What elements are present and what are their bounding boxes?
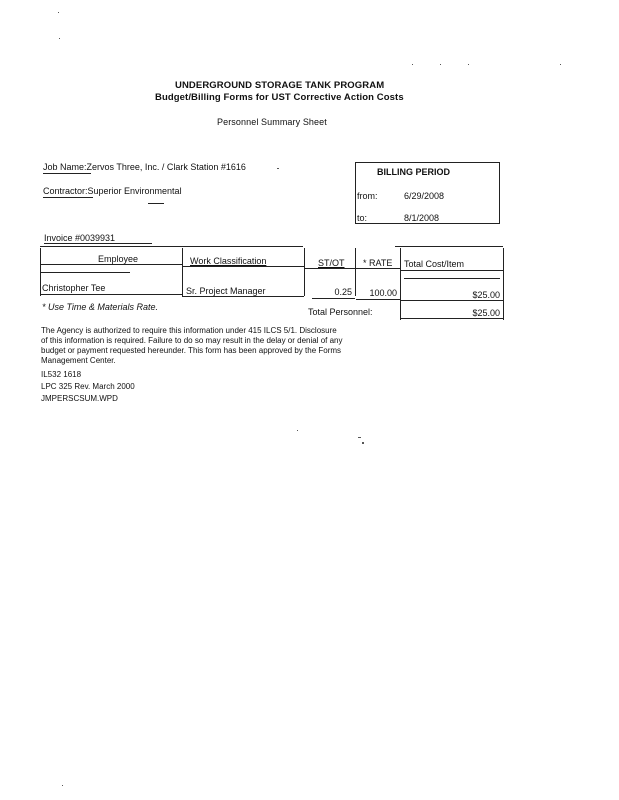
table-right-border (503, 248, 504, 320)
contractor-fill-line (148, 203, 164, 204)
invoice-number: Invoice #0039931 (44, 233, 116, 243)
contractor-name: Contractor:Superior Environmental (43, 186, 182, 196)
row-fill-line (40, 272, 130, 273)
table-top-rule-right (395, 246, 503, 247)
header-rule (305, 268, 355, 269)
job-name-underline (43, 173, 91, 174)
row-rule (182, 296, 304, 297)
form-lpc-code: LPC 325 Rev. March 2000 (41, 382, 135, 391)
form-filename: JMPERSCSUM.WPD (41, 394, 118, 403)
column-divider (355, 248, 356, 296)
scan-speck (412, 64, 413, 65)
form-subtitle: Budget/Billing Forms for UST Corrective Action Costs (155, 92, 404, 103)
contractor-underline (43, 197, 93, 198)
scan-speck (560, 64, 561, 65)
from-label: from: (357, 191, 378, 201)
to-label: to: (357, 213, 368, 223)
table-top-rule (40, 246, 303, 247)
scan-speck (62, 785, 63, 786)
from-date: 6/29/2008 (404, 191, 445, 201)
header-st-ot: ST/OT (318, 258, 345, 268)
row-classification: Sr. Project Manager (186, 286, 266, 296)
header-rule (401, 270, 503, 271)
column-divider (182, 248, 183, 296)
scan-speck (468, 64, 469, 65)
row-fill-line (404, 278, 500, 279)
scan-speck (358, 437, 361, 438)
rate-footnote: * Use Time & Materials Rate. (42, 302, 158, 312)
job-name: Job Name:Zervos Three, Inc. / Clark Station #1616 (43, 162, 246, 172)
row-rate: 100.00 (369, 288, 397, 298)
header-rule (356, 268, 400, 269)
header-rule (182, 266, 304, 267)
row-rule (40, 294, 182, 295)
header-employee: Employee (98, 254, 139, 264)
header-total-cost: Total Cost/Item (404, 259, 465, 269)
scan-speck (59, 38, 60, 39)
invoice-underline (44, 243, 152, 244)
form-il-code: IL532 1618 (41, 370, 82, 379)
total-rule (401, 318, 503, 319)
header-rule (40, 264, 182, 265)
row-rule (312, 298, 355, 299)
row-rule (401, 300, 503, 301)
header-work-classification: Work Classification (190, 256, 267, 266)
scan-speck (58, 12, 59, 13)
row-total: $25.00 (472, 290, 500, 300)
total-personnel-label: Total Personnel: (308, 307, 373, 317)
scan-speck (362, 442, 364, 444)
billing-period-title: BILLING PERIOD (377, 167, 451, 177)
row-rule (356, 299, 400, 300)
row-employee: Christopher Tee (42, 283, 106, 293)
column-divider (400, 248, 401, 320)
header-rate: * RATE (363, 258, 393, 268)
to-date: 8/1/2008 (404, 213, 440, 223)
row-st-ot: 0.25 (334, 287, 352, 297)
notice-line: of this information is required. Failure to do so may result in the delay or denial of any (41, 336, 343, 345)
scan-speck (297, 430, 298, 431)
scan-speck (440, 64, 441, 65)
notice-line: The Agency is authorized to require this information under 415 ILCS 5/1. Disclosure (41, 326, 337, 335)
notice-line: Management Center. (41, 356, 116, 365)
scan-speck (277, 168, 279, 169)
notice-line: budget or payment requested hereunder. This form has been approved by the Forms (41, 346, 342, 355)
sheet-title: Personnel Summary Sheet (217, 117, 327, 127)
column-divider (304, 248, 305, 296)
total-personnel-value: $25.00 (472, 308, 500, 318)
program-title: UNDERGROUND STORAGE TANK PROGRAM (175, 80, 385, 91)
